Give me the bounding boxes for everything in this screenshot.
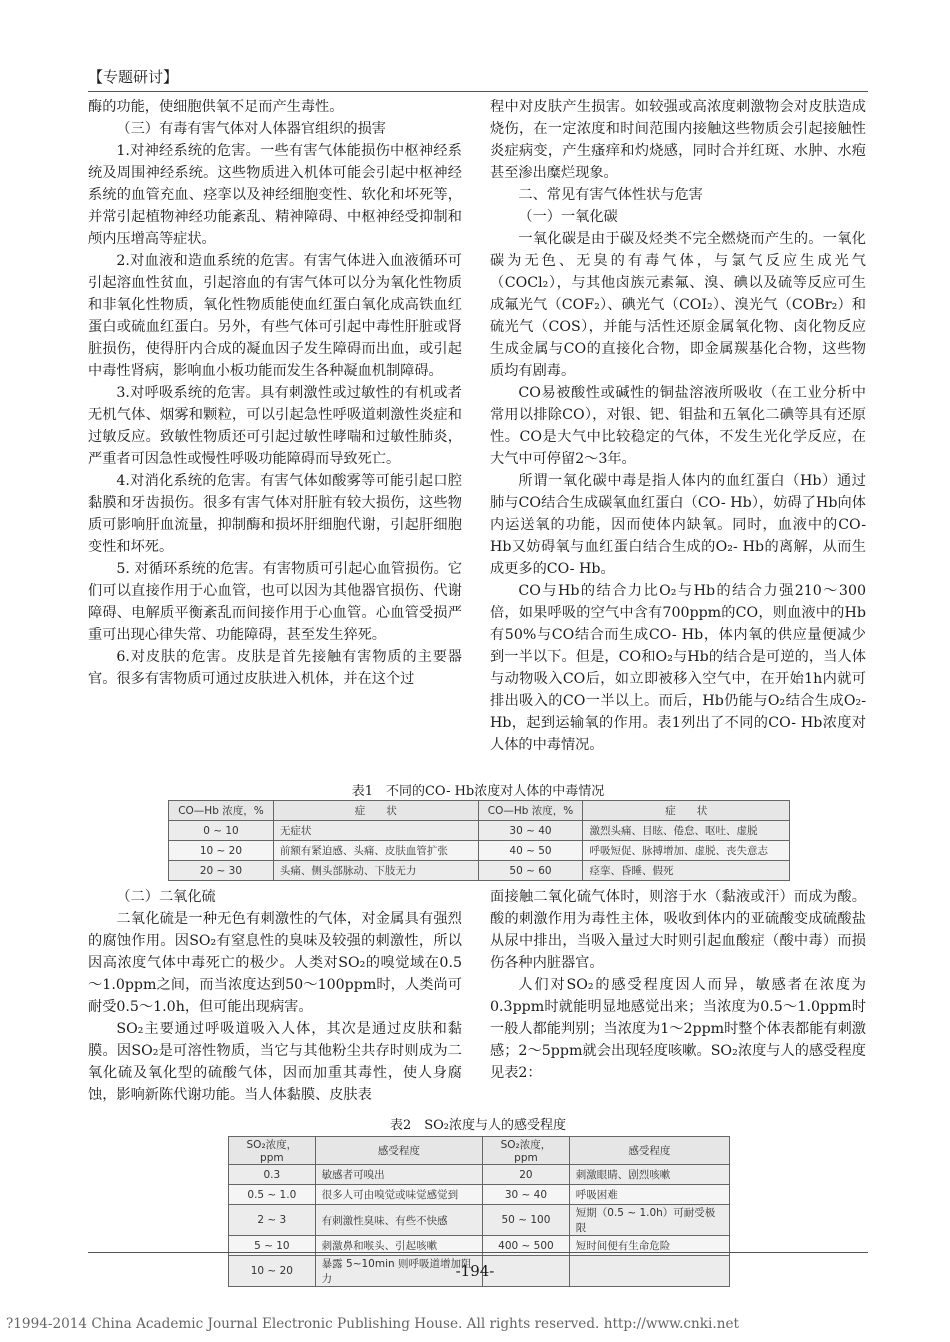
table-cell: 短期（0.5 ~ 1.0h）可耐受极限: [569, 1205, 729, 1236]
table-cell: 激烈头痛、目眩、倦怠、呕吐、虚脱: [583, 821, 790, 841]
table-header-cell: 症 状: [583, 801, 790, 821]
table-header-cell: 感受程度: [569, 1137, 729, 1165]
column-right-bottom: [490, 886, 866, 1084]
table-row: [229, 1185, 730, 1205]
table-cell: 20 ~ 30: [169, 861, 274, 881]
table-cell: 50 ~ 60: [478, 861, 583, 881]
paragraph: 酶的功能，使细胞供氧不足而产生毒性。: [88, 99, 344, 115]
table-row: [229, 1165, 730, 1185]
table2-caption: 表2 SO₂浓度与人的感受程度: [389, 1118, 567, 1133]
table-cell: 30 ~ 40: [483, 1185, 570, 1205]
table-cell: 短时间便有生命危险: [569, 1236, 729, 1256]
table-cell: 呼吸困难: [569, 1185, 729, 1205]
table-header-cell: SO₂浓度，ppm: [483, 1137, 570, 1165]
paragraph: 6.对皮肤的危害。皮肤是首先接触有害物质的主要器官。很多有害物质可通过皮肤进入机体，并在这个过: [88, 649, 462, 687]
paragraph: 1.对神经系统的危害。一些有害气体能损伤中枢神经系统及周围神经系统。这些物质进入机体可能会引起中枢神经系统的血管充血、痉挛以及神经细胞变性、软化和坏死等，并常引起植物神经功能紊乱、精神障碍、中枢神经受抑制和颅内压增高等症状。: [88, 143, 462, 247]
table-cell: 头痛、侧头部脉动、下肢无力: [273, 861, 478, 881]
table-row: [169, 841, 790, 861]
table-cell: 0.3: [229, 1165, 316, 1185]
table-cell: 400 ~ 500: [483, 1236, 570, 1256]
table-cell: 呼吸短促、脉搏增加、虚脱、丧失意志: [583, 841, 790, 861]
paragraph: 一氧化碳是由于碳及烃类不完全燃烧而产生的。一氧化碳为无色、无臭的有毒气体，与氯气反应生成光气（COCl₂），与其他卤族元素氟、溴、碘以及硫等反应可生成氟光气（COF₂）、碘光气（COI₂）、溴光气（COBr₂）和硫光气（COS），并能与活性还原金属氧化物、卤化物反应生成金属与CO的直接化合物，即金属羰基化合物，这些物质均有剧毒。: [490, 231, 866, 379]
paragraph: 程中对皮肤产生损害。如较强或高浓度刺激物会对皮肤造成烧伤，在一定浓度和时间范围内接触这些物质会引起接触性炎症病变，产生瘙痒和灼烧感，同时合并红斑、水肿、水疱甚至渗出糜烂现象。: [490, 99, 866, 181]
table-header-cell: 症 状: [273, 801, 478, 821]
table-cell: 40 ~ 50: [478, 841, 583, 861]
section-header: 【专题研讨】: [88, 68, 179, 86]
paragraph: （三）有毒有害气体对人体器官组织的损害: [116, 121, 386, 137]
table-cell: 5 ~ 10: [229, 1236, 316, 1256]
table-cell: 有刺激性臭味、有些不快感: [315, 1205, 482, 1236]
footer-rule: [88, 1252, 868, 1253]
paragraph: 二氧化硫是一种无色有刺激性的气体，对金属具有强烈的腐蚀作用。因SO₂有窒息性的臭味及较强的刺激性，所以因高浓度气体中毒死亡的极少。人类对SO₂的嗅觉域在0.5～1.0ppm之间，而当浓度达到50～100ppm时，人类尚可耐受0.5～1.0h，但可能出现病害。: [88, 911, 462, 1015]
table-cell: 0.5 ~ 1.0: [229, 1185, 316, 1205]
table1-caption: 表1 不同的CO- Hb浓度对人体的中毒情况: [351, 784, 605, 799]
table-cell: 痉挛、昏睡、假死: [583, 861, 790, 881]
table-header-cell: CO—Hb 浓度，%: [478, 801, 583, 821]
table-cell: 10 ~ 20: [169, 841, 274, 861]
table-row: [229, 1205, 730, 1236]
paragraph: 4.对消化系统的危害。有害气体如酸雾等可能引起口腔黏膜和牙齿损伤。很多有害气体对肝脏有较大损伤，这些物质可影响肝血流量，抑制酶和损坏肝细胞代谢，引起肝细胞变性和坏死。: [88, 473, 462, 555]
table-cell: 刺激眼睛、剧烈咳嗽: [569, 1165, 729, 1185]
paragraph: 人们对SO₂的感受程度因人而异，敏感者在浓度为0.3ppm时就能明显地感觉出来；当浓度为0.5～1.0ppm时一般人都能判别；当浓度为1～2ppm时整个体表都能有刺激感；2～5ppm就会出现轻度咳嗽。SO₂浓度与人的感受程度见表2：: [490, 977, 866, 1081]
table-cell: 暴露 5~10min 则呼吸道增加阻力: [315, 1256, 482, 1287]
column-left-top: [88, 96, 462, 690]
paragraph: 所谓一氧化碳中毒是指人体内的血红蛋白（Hb）通过肺与CO结合生成碳氧血红蛋白（CO- Hb），妨碍了Hb向体内运送氧的功能，因而使体内缺氧。同时，血液中的CO- Hb又妨碍氧与血红蛋白结合生成的O₂- Hb的离解，从而生成更多的CO- Hb。: [490, 473, 866, 577]
header-rule: [88, 91, 868, 92]
page-number: -194-: [455, 1262, 495, 1280]
paragraph: 面接触二氧化硫气体时，则溶于水（黏液或汗）而成为酸。酸的刺激作用为毒性主体，吸收到体内的亚硫酸变成硫酸盐从尿中排出，当吸入量过大时则引起血酸症（酸中毒）而损伤各种内脏器官。: [490, 889, 866, 971]
table-cell: 2 ~ 3: [229, 1205, 316, 1236]
table-header-cell: 感受程度: [315, 1137, 482, 1165]
column-left-bottom: [88, 886, 462, 1106]
paragraph: （一）一氧化碳: [518, 209, 618, 225]
paragraph: SO₂主要通过呼吸道吸入人体，其次是通过皮肤和黏膜。因SO₂是可溶性物质，当它与其他粉尘共存时则成为二氧化硫及氧化型的硫酸气体，因而加重其毒性，使人身腐蚀，影响新陈代谢功能。当人体黏膜、皮肤表: [88, 1021, 462, 1103]
table-header-cell: CO—Hb 浓度，%: [169, 801, 274, 821]
table-cell: 20: [483, 1165, 570, 1185]
table-row: [169, 821, 790, 841]
paragraph: （二）二氧化硫: [116, 889, 216, 905]
table-cell: 前额有紧迫感、头痛、皮肤血管扩张: [273, 841, 478, 861]
table-cell: 50 ~ 100: [483, 1205, 570, 1236]
paragraph: CO与Hb的结合力比O₂与Hb的结合力强210～300倍，如果呼吸的空气中含有700ppm的CO，则血液中的Hb有50%与CO结合而生成CO- Hb，体内氧的供应量便减少到一半以下。但是，CO和O₂与Hb的结合是可逆的，当人体与动物吸入CO后，如立即被移入空气中，在开始1h内就可排出吸入的CO一半以上。而后，Hb仍能与O₂结合生成O₂- Hb，起到运输氧的作用。表1列出了不同的CO- Hb浓度对人体的中毒情况。: [490, 583, 866, 753]
column-right-top: [490, 96, 866, 756]
table-cell: 刺激鼻和喉头、引起咳嗽: [315, 1236, 482, 1256]
table-cell: 很多人可由嗅觉或味觉感觉到: [315, 1185, 482, 1205]
table-cell: 敏感者可嗅出: [315, 1165, 482, 1185]
paragraph: 二、常见有害气体性状与危害: [518, 187, 703, 203]
paragraph: 5. 对循环系统的危害。有害物质可引起心血管损伤。它们可以直接作用于心血管，也可以因为其他器官损伤、代谢障碍、电解质平衡紊乱而间接作用于心血管。心血管受损严重可出现心律失常、功能障碍，甚至发生猝死。: [88, 561, 462, 643]
paragraph: 3.对呼吸系统的危害。具有刺激性或过敏性的有机或者无机气体、烟雾和颗粒，可以引起急性呼吸道刺激性炎症和过敏反应。致敏性物质还可引起过敏性哮喘和过敏性肺炎，严重者可因急性或慢性呼吸功能障碍而导致死亡。: [88, 385, 462, 467]
paragraph: 2.对血液和造血系统的危害。有害气体进入血液循环可引起溶血性贫血，引起溶血的有害气体可以分为氧化性物质和非氧化性物质，氧化性物质能使血红蛋白氧化成高铁血红蛋白或硫血红蛋白。另外，有些气体可引起中毒性肝脏或肾脏损伤，使得肝内合成的凝血因子发生障碍而出血，或引起中毒性肾病，影响血小板功能而发生各种凝血机制障碍。: [88, 253, 462, 379]
paragraph: CO易被酸性或碱性的铜盐溶液所吸收（在工业分析中常用以排除CO），对银、钯、钼盐和五氧化二碘等具有还原性。CO是大气中比较稳定的气体，不发生光化学反应，在大气中可停留2～3年。: [490, 385, 866, 467]
table-cell: 无症状: [273, 821, 478, 841]
table1: [168, 800, 790, 881]
copyright-footer: ?1994-2014 China Academic Journal Electronic Publishing House. All rights reserved. http://www.cnki.net: [6, 1316, 739, 1332]
table-cell: 0 ~ 10: [169, 821, 274, 841]
table-cell: 30 ~ 40: [478, 821, 583, 841]
table-cell: 10 ~ 20: [229, 1256, 316, 1287]
table-row: [169, 861, 790, 881]
table-header-cell: SO₂浓度，ppm: [229, 1137, 316, 1165]
